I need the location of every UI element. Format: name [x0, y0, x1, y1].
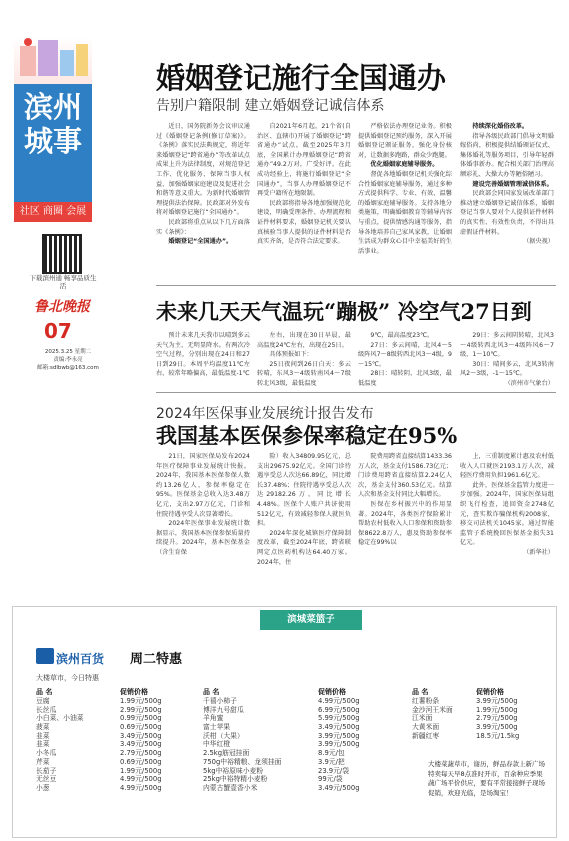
product-name: 内蒙古蟹壹香小米: [203, 783, 258, 792]
product-price: 2.79元/500g: [120, 749, 162, 758]
col-name-header: 品 名: [412, 688, 429, 696]
product-name: 大黄米面: [412, 723, 440, 732]
product-price: 3.99元/500g: [318, 740, 360, 749]
article3-col1: 21日，国家医保局发布2024年医疗保障事业发展统计快报。2024年，我国基本医保参保人数约13.26亿人，参保率稳定在95%。医保基金总收入达3.48万亿元，支出2.97万亿元，门诊和住院待遇享受人次显著增长。 2024年医保事业发展统计数据显示，我国基本医保参保质量持续提升。2024年，基本医保基金（含生育保: [156, 453, 250, 556]
product-name: 无丝豆: [36, 775, 57, 784]
product-price: 0.99元/500g: [120, 714, 162, 723]
product-name: 羊角蜜: [203, 714, 224, 723]
article1-headline: 婚姻登记施行全国通办: [156, 61, 447, 95]
product-price: 1.99元/500g: [120, 697, 162, 705]
product-name: 2.5kg筋冠挂面: [203, 749, 250, 758]
article1-subheadline: 告别户籍限制 建立婚姻登记诚信体系: [156, 98, 385, 114]
article2-col2: 左右，出现在30日早晨，最高温度24℃左右，出现在25日。 具体预报如下： 25日夜间到26日白天：多云转晴，东风3～4级转南风4～7级转北风3级，最低温度: [257, 332, 351, 386]
masthead: [14, 36, 134, 371]
product-name: 博洋九号甜瓜: [203, 705, 244, 714]
product-price: 0.69元/500g: [120, 723, 162, 732]
article3-col2: 险）收入34809.95亿元，总支出29675.92亿元。全国门诊待遇享受总人次达66.89亿，同比增长37.48%；住院待遇享受总人次达29182.26万，同比增长4.48%。医保个人账户共济使用512亿元，有效减轻参保人就医负担。 2024年深化城镇医疗保障制度改革，截至2024年底，跨省联网定点医药机构达64.40万家。2024年，住: [257, 453, 351, 566]
product-name: 富士苹果: [203, 723, 231, 732]
product-name: 长茄子: [36, 766, 57, 775]
product-price: 8.9元/包: [318, 749, 345, 758]
product-name: 江米面: [412, 714, 433, 723]
col-name-header: 品 名: [203, 688, 220, 696]
article2-headline: 未来几天天气温玩“蹦极” 冷空气27日到: [156, 299, 532, 324]
price-list-names-2: [203, 697, 281, 793]
product-name: 豆腐: [36, 697, 50, 705]
divider: [156, 285, 556, 286]
page-number: 07: [44, 319, 72, 343]
product-name: 千禧小柿子: [203, 697, 237, 705]
article3-credit: （新华社）: [523, 548, 554, 556]
product-name: 25kg中裕特精小麦粉: [203, 775, 268, 784]
article3-headline: 我国基本医保参保率稳定在95%: [156, 423, 458, 448]
product-price: 18.5元/1.5kg: [476, 731, 520, 740]
price-list-prices-1: [120, 697, 162, 793]
product-price: 99元/袋: [318, 775, 343, 784]
product-price: 2.79元/500g: [476, 714, 518, 723]
price-list-prices-2: [318, 697, 360, 793]
newspaper-logo: 鲁北晚报: [34, 299, 90, 315]
qr-code-icon[interactable]: [42, 234, 82, 274]
ad-subtitle: 大楼草市，今日特惠: [36, 674, 99, 682]
article2-col4: 29日：多云间阴转晴，北风3～4级转西北风3～4级阵风6～7级，1～10℃。 30日：晴间多云，北风3转南风2～3级，-1～15℃。 （滨州市气象台）: [460, 331, 554, 386]
product-price: 3.49元/500g: [318, 723, 360, 732]
product-price: 4.99元/500g: [318, 697, 360, 705]
article1-credit: （据央视）: [523, 238, 554, 246]
ad-section-tab: 滨城菜篮子: [260, 610, 362, 630]
product-name: 韭菜: [36, 731, 50, 740]
product-price: 3.49元/500g: [318, 783, 360, 792]
article2-col3: 9℃，最高温度23℃。 27日：多云间晴，北风4～5级阵风7～8级转西北风3～4级，9～15℃。 28日：晴转阴，北风3级，最低温度: [358, 332, 452, 386]
product-price: 3.9元/把: [318, 757, 345, 766]
store-logo-icon: [36, 648, 54, 664]
price-list-prices-3: [476, 697, 519, 740]
col-price-header: 促销价格: [318, 688, 346, 696]
product-price: 0.69元/500g: [120, 757, 162, 766]
divider: [156, 392, 556, 393]
product-price: 3.99元/500g: [476, 723, 518, 732]
article1-col4: 持续深化婚俗改革。 指导各级民政部门倡导文明婚嫁俗尚，积极提供结婚颁证仪式、集体婚礼等服务项目，引导年轻群体婚事新办。配合相关部门治理高额彩礼、大操大办等陋俗陋习。 建设完善婚姻管理诚信体系。 民政部会同国家发展改革部门推动建立婚姻登记诚信体系，婚姻登记当事人要对个人提供证件材料的真实性、有效性负责，不得出具虚假证件材料。 （据央视）: [460, 123, 554, 246]
product-price: 2.99元/500g: [120, 705, 162, 714]
product-name: 芹菜: [36, 757, 50, 766]
masthead-illustration: [14, 36, 92, 84]
product-price: 23.9元/袋: [318, 766, 350, 775]
article3-col3: 院费用跨省直接结算1433.36万人次，基金支付1586.73亿元；门诊费用跨省直接结算2.24亿人次，基金支付360.53亿元。结算人次和基金支付同比大幅增长。 医保在乡村振兴中的作用显著。2024年，各类医疗保险累计帮助农村低收入人口参保和资助参保8622.8万人，惠及资助参保率稳定在99%以: [358, 453, 452, 547]
product-price: 3.99元/500g: [318, 731, 360, 740]
product-name: 小葱: [36, 783, 50, 792]
article2-credit: （滨州市气象台）: [504, 379, 554, 386]
col-name-header: 品 名: [36, 688, 53, 696]
product-name: 750g中裕精粮、龙须挂面: [203, 757, 282, 766]
product-price: 6.99元/500g: [318, 705, 360, 714]
product-price: 1.99元/500g: [476, 705, 518, 714]
masthead-meta: 2025.3.25 星期二 责编:李永亮 邮箱:sdlbwb@163.com: [37, 349, 99, 371]
product-name: 红薯粉条: [412, 697, 440, 705]
product-price: 3.99元/500g: [476, 697, 518, 705]
masthead-title: 滨州 城事: [14, 84, 92, 202]
product-name: 新疆红枣: [412, 731, 440, 740]
article3-kicker: 2024年医保事业发展统计报告发布: [156, 406, 374, 422]
product-name: 菠菜: [36, 723, 50, 732]
product-price: 5.99元/500g: [318, 714, 360, 723]
col-price-header: 促销价格: [476, 688, 504, 696]
product-name: 5kg中裕原味小麦粉: [203, 766, 264, 775]
qr-caption: 下载滨州通 畅享品质生活: [29, 274, 97, 290]
product-name: 小冬瓜: [36, 749, 57, 758]
product-price: 3.49元/500g: [120, 731, 162, 740]
product-price: 4.99元/500g: [120, 783, 162, 792]
product-name: 小白菜、小油菜: [36, 714, 84, 723]
product-price: 1.99元/500g: [120, 766, 162, 775]
product-name: 中华红橙: [203, 740, 231, 749]
article3-col4: 上，三重制度累计惠及农村低收入人口就医2193.1万人次，减轻医疗费用负担1961.6亿元。 此外，医保基金监管力度进一步加强。2024年，国家医保局组织飞行检查，追回资金2748亿元，查实欺诈骗保机构2008家，移交司法机关1045家。通过智能监管子系统挽回医保基金损失31亿元。 （新华社）: [460, 453, 554, 556]
product-name: 金沙河王米面: [412, 705, 453, 714]
article2-col1: 预计未来几天我市以晴到多云天气为主，无明显降水。有两次冷空气过程，分别出现在24日和27日到29日。本周平均温度11℃左右，较常年略偏高，最低温度-1℃: [156, 332, 250, 378]
product-price: 3.49元/500g: [120, 740, 162, 749]
product-name: 长丝瓜: [36, 705, 57, 714]
article1-col2: 自2021年6月起，21个省(自治区、直辖市)开展了婚姻登记“跨省通办”试点。截至2025年3月底，全国累计办理婚姻登记“跨省通办”49.2万对，广受好评。在此成功经验上，将施行婚姻登记“全国通办”，当事人办理婚姻登记不再受户籍所在地限制。 民政部将指导各地加强规范化建设，明确受理条件、办理流程和证件材料要求，婚姻登记机关要认真核验当事人提供的证件材料是否真实齐备，是否符合法定要求。: [257, 123, 351, 246]
price-list-names-3: [412, 697, 453, 740]
product-name: 韭菜: [36, 740, 50, 749]
masthead-subtitle: 社区 商圈 会展: [14, 202, 92, 222]
price-list-names-1: [36, 697, 84, 793]
product-name: 沃柑（大果）: [203, 731, 244, 740]
article1-col3: 严格依法办理登记业务。积极提供婚姻登记预约服务，深入开展婚姻登记颁证服务，强化身份核对，让数据多跑路，群众少跑腿。 优化婚姻家庭辅导服务。 督促各地婚姻登记机关强化综合性婚姻家庭辅导服务，通过多种方式提供科学、专业、有效、温馨的婚姻家庭辅导服务。支持各地分类施策，明确婚姻教育等辅导内容与重点，提供情感沟通等服务，指导各地培养自己家风家教，让婚姻生活成为群众心目中幸福美好的生活事业。: [358, 123, 452, 255]
ad-brand: 滨州百货: [56, 652, 105, 666]
ad-title: 周二特惠: [130, 652, 183, 667]
product-price: 4.99元/500g: [120, 775, 162, 784]
col-price-header: 促销价格: [120, 688, 148, 696]
ad-note: 大楼菜蔬草市，谢历，鲜品春款上新广场特卖每天早8点准时开市，百余种应季果蔬广场平价供应，要有平常接接鲜子现场促销，欢迎光临，是场淘宝！: [428, 760, 545, 797]
article1-col1: 近日，国务院新务会议审议通过《婚姻登记条例(修订草案)》。《条例》落实民法典规定，将近年来婚姻登记“跨省通办”等改革试点成果上升为法律制度，对规范登记工作、优化服务、保障当事人权益、加强婚姻家庭建设及促进社会和谐等意义重大。为新时代婚姻管理提供法治保障。民政部对外发布将对婚姻登记施行“全国通办”。 民政部将重点从以下几方面落实《条例》： 婚姻登记“全国通办”。: [156, 123, 250, 246]
